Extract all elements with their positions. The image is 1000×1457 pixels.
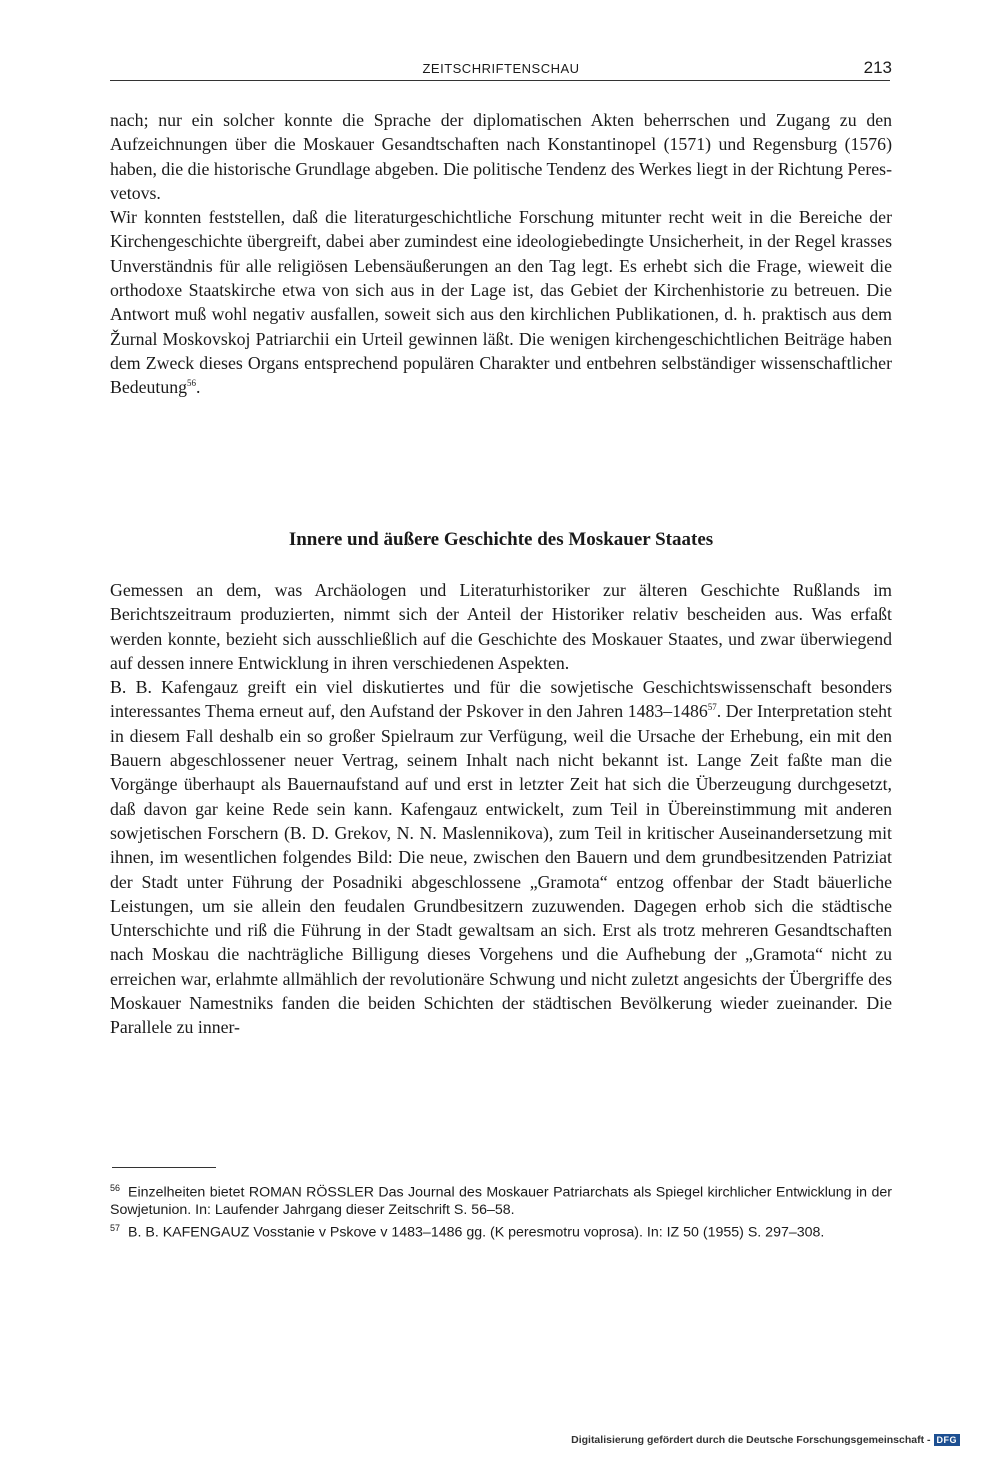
paragraph-4 [110, 675, 892, 1039]
footnote-number: 57 [110, 1222, 121, 1233]
lower-text-block [110, 578, 892, 1040]
section-heading: Innere und äußere Geschichte des Moskauer Staates [288, 529, 714, 550]
footnote-56 [110, 1180, 892, 1220]
paragraph-4-text-b: . Der Interpretation steht in diesem Fall deshalb ein so großer Spielraum zur Verfügung, weil die Ursache der Erhebung, ein mit den Bauern abgeschlossener neuer Vertrag, seinem Inhalt nach nicht bekannt ist. Lange Zeit faßte man die Vorgänge überhaupt als Bauernaufstand auf und erst in letzter Zeit hat sich die Überzeugung durchgesetzt, daß davon gar keine Rede sein kann. Kafengauz entwickelt, zum Teil in Übereinstimmung mit anderen sowjetischen Forschern (B. D. Grekov, N. N. Maslennikova), zum Teil in kritischer Auseinandersetzung mit ihnen, im wesentlichen folgendes Bild: Die neue, zwischen den Bauern und dem grundbesitzenden Patriziat der Stadt unter Führung der Posadniki abgeschlossene „Gramota“ entzog offenbar der Stadt bäuerliche Leistungen, um sie allein den feudalen Grundbesitzern zuzuwenden. Dagegen erhob sich die städtische Unterschichte und riß die Führung in der Stadt gewaltsam an sich. Erst als trotz mehreren Gesandtschaften nach Moskau die nachträgliche Billigung dieses Vorgehens und die Aufhebung der „Gramota“ nicht zu erreichen war, erlahmte allmählich der revolutionäre Schwung und nicht zuletzt angesichts der Übergriffe des Moskauer Namestniks fanden die beiden Schichten der städtischen Bevölkerung wieder zueinander. Die Parallele zu inner- [110, 701, 892, 1038]
paragraph-1: nach; nur ein solcher konnte die Sprache der diplomatischen Akten beherrschen und Zugang zu den Aufzeichnungen über die Moskauer Gesandtschaften nach Konstantinopel (1571) und Regensburg (1576) haben, die die historische Grundlage abgeben. Die politische Tendenz des Werkes liegt in der Richtung Peresvetovs. [110, 110, 892, 203]
paragraph-2 [110, 205, 892, 399]
running-title: ZEITSCHRIFTENSCHAU [422, 61, 580, 76]
footnote-ref-57[interactable]: 57 [707, 702, 717, 713]
digitization-credit [571, 1434, 960, 1446]
footnote-rule [112, 1167, 216, 1168]
footnote-57 [110, 1220, 892, 1242]
paragraph-3: Gemessen an dem, was Archäologen und Literaturhistoriker zur älteren Geschichte Rußlands im Berichtszeitraum produzierten, nimmt sich der Anteil der Historiker relativ bescheiden aus. Was erfaßt werden konnte, bezieht sich ausschließlich auf die Geschichte des Moskauer Staates, und zwar überwiegend auf dessen innere Entwicklung in ihren verschiedenen Aspekten. [110, 580, 892, 673]
upper-text-block [110, 108, 892, 400]
footnote-number: 56 [110, 1183, 121, 1193]
footnote-text: Einzelheiten bietet ROMAN RÖSSLER Das Journal des Moskauer Patriarchats als Spiegel kirchlicher Entwicklung in der Sowjetunion. In: Laufender Jahrgang dieser Zeitschrift S. 56–58. [110, 1184, 892, 1219]
header-rule [110, 80, 890, 81]
footnote-text: B. B. KAFENGAUZ Vosstanie v Pskove v 1483–1486 gg. (K peresmotru voprosa). In: IZ 50 (1955) S. 297–308. [128, 1224, 825, 1241]
footnote-ref-56[interactable]: 56 [187, 378, 197, 389]
footnotes [110, 1180, 892, 1242]
paragraph-4-text-a: B. B. Kafengauz greift ein viel diskutiertes und für die sowjetische Geschichtswissenschaft besonders interessantes Thema erneut auf, den Aufstand der Pskover in den Jahren 1483–1486 [110, 677, 892, 722]
dfg-logo: DFG [934, 1434, 961, 1446]
page-number: 213 [863, 58, 892, 77]
paragraph-2-end: . [196, 377, 201, 398]
page-header [110, 58, 892, 82]
credit-text: Digitalisierung gefördert durch die Deutsche Forschungsgemeinschaft - [571, 1434, 931, 1446]
paragraph-2-text: Wir konnten feststellen, daß die literaturgeschichtliche Forschung mitunter recht weit in die Bereiche der Kirchengeschichte übergreift, dabei aber zumindest eine ideologiebedingte Unsicherheit, in der Regel krasses Unverständnis für alle religiösen Lebensäußerungen an den Tag legt. Es erhebt sich die Frage, wieweit die orthodoxe Staatskirche etwa von sich aus in der Lage ist, das Gebiet der Kirchenhistorie zu betreuen. Die Antwort muß wohl negativ ausfallen, soweit sich aus den kirchlichen Publikationen, d. h. praktisch aus dem Žurnal Moskovskoj Patriarchii ein Urteil gewinnen läßt. Die wenigen kirchengeschichtlichen Beiträge haben dem Zweck dieses Organs entsprechend populären Charakter und entbehren selbständiger wissenschaftlicher Bedeutung [110, 207, 892, 398]
